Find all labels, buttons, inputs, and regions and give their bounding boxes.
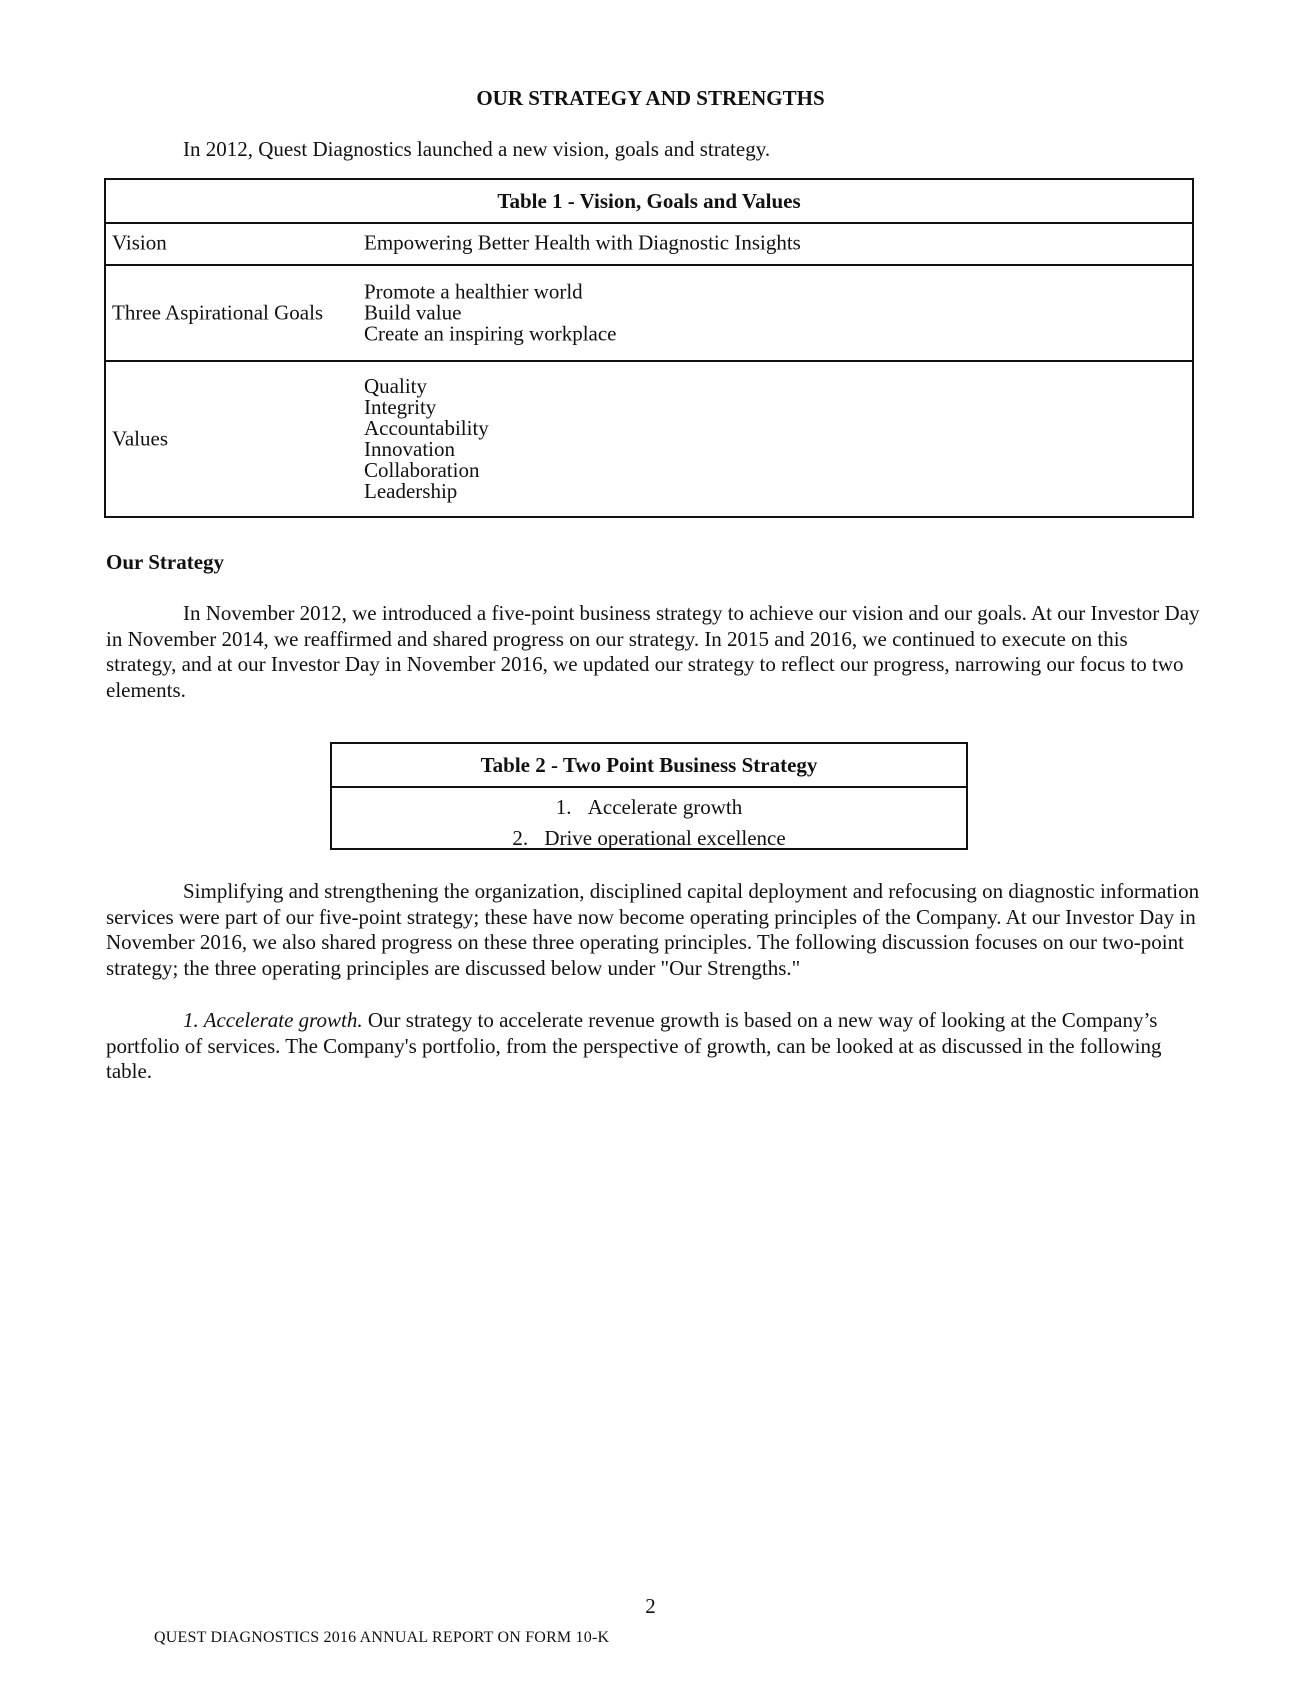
row-values: [364, 230, 801, 255]
row-value: Integrity: [364, 395, 437, 419]
item-number: 1.: [555, 795, 572, 819]
row-value: Create an inspiring workplace: [364, 321, 617, 346]
page-number: 2: [645, 1594, 656, 1618]
row-value: Leadership: [364, 479, 458, 503]
table1-title: Table 1 - Vision, Goals and Values: [106, 180, 1192, 224]
table2-title: Table 2 - Two Point Business Strategy: [332, 744, 966, 788]
row-value: Promote a healthier world: [364, 279, 583, 304]
two-point-strategy-table: [330, 742, 968, 850]
table1-row-vision: [106, 222, 1192, 266]
table1-row-goals: [106, 266, 1192, 362]
list-item: [332, 826, 966, 851]
section-heading-our-strategy: Our Strategy: [106, 550, 225, 574]
row-value: Innovation: [364, 437, 455, 461]
item-number: 2.: [512, 826, 529, 850]
row-value: Accountability: [364, 416, 489, 440]
intro-text: In 2012, Quest Diagnostics launched a new vision, goals and strategy.: [183, 137, 771, 161]
row-label: Values: [112, 426, 168, 451]
page-title: OUR STRATEGY AND STRENGTHS: [476, 86, 825, 110]
row-values: [364, 376, 489, 502]
row-label: Three Aspirational Goals: [112, 300, 324, 325]
list-item: [332, 795, 966, 820]
vision-goals-values-table: [104, 178, 1194, 518]
table1-row-values: [106, 362, 1192, 516]
row-label: Vision: [112, 230, 167, 255]
row-value: Empowering Better Health with Diagnostic Insights: [364, 230, 801, 255]
row-value: Quality: [364, 374, 427, 398]
row-value: Build value: [364, 300, 462, 325]
paragraph: Simplifying and strengthening the organization, disciplined capital deployment and refocusing on diagnostic information services were part of our five-point strategy; these have now become operating principles of the Company. At our Investor Day in November 2016, we also shared progress on these three operating principles. The following discussion focuses on our two-point strategy; the three operating principles are discussed below under "Our Strengths.": [106, 879, 1200, 980]
item-text: Accelerate growth: [587, 795, 743, 819]
paragraph-lead: 1. Accelerate growth.: [183, 1008, 363, 1032]
page-footer: QUEST DIAGNOSTICS 2016 ANNUAL REPORT ON FORM 10-K: [154, 1629, 610, 1646]
item-text: Drive operational excellence: [544, 826, 786, 850]
paragraph-text: Our strategy to accelerate revenue growth is based on a new way of looking at the Company’s portfolio of services. The Company's portfolio, from the perspective of growth, can be looked at as discussed in the following table.: [106, 1008, 1162, 1083]
paragraph: In November 2012, we introduced a five-point business strategy to achieve our vision and our goals. At our Investor Day in November 2014, we reaffirmed and shared progress on our strategy. In 2015 and 2016, we continued to execute on this strategy, and at our Investor Day in November 2016, we updated our strategy to reflect our progress, narrowing our focus to two elements.: [106, 601, 1200, 702]
paragraph: [106, 1008, 1201, 1085]
row-value: Collaboration: [364, 458, 480, 482]
row-values: [364, 279, 617, 346]
